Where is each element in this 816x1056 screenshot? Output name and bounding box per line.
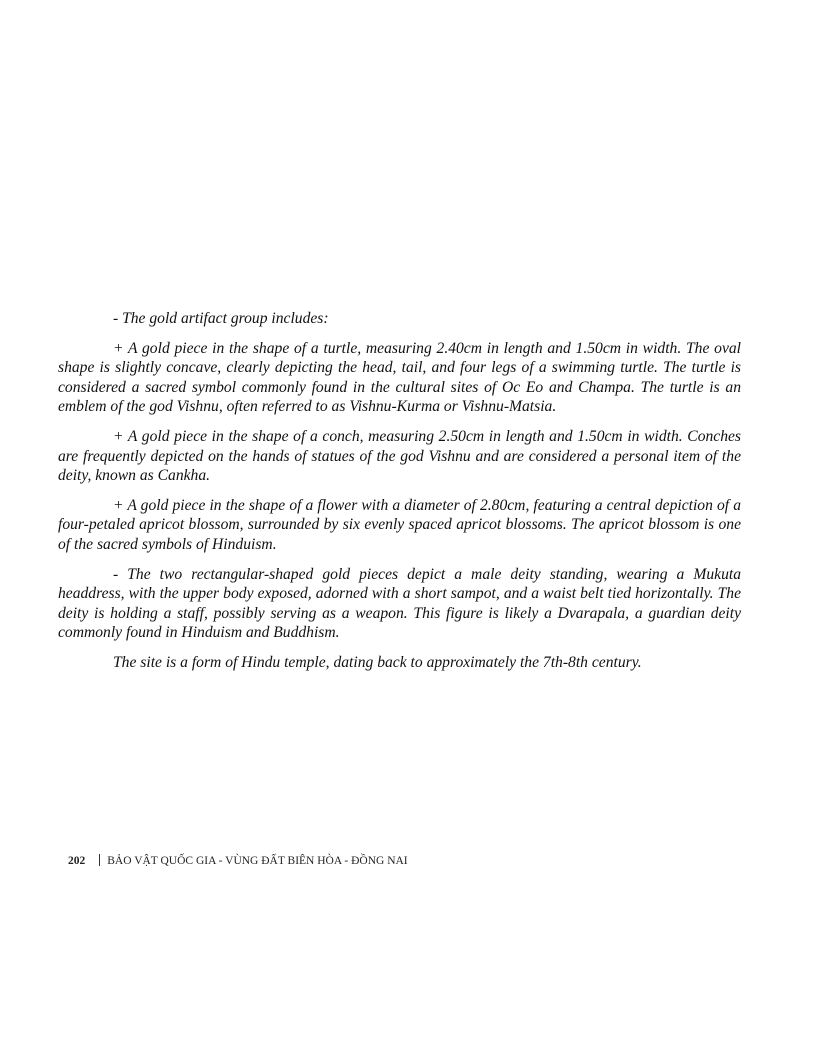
paragraph-conch-piece: + A gold piece in the shape of a conch, measuring 2.50cm in length and 1.50cm in width. Conches are frequently depicted on the hands of statues of the god Vishnu and are considered a personal item of the deity, known as Cankha. [58,427,741,485]
footer-divider [99,854,100,866]
paragraph-rectangular-pieces: - The two rectangular-shaped gold pieces depict a male deity standing, wearing a Mukuta headdress, with the upper body exposed, adorned with a short sampot, and a waist belt tied horizontally. The deity is holding a staff, possibly serving as a weapon. This figure is likely a Dvarapala, a guardian deity commonly found in Hinduism and Buddhism. [58,565,741,642]
page-body [58,309,741,683]
paragraph-flower-piece: + A gold piece in the shape of a flower with a diameter of 2.80cm, featuring a central depiction of a four-petaled apricot blossom, surrounded by six evenly spaced apricot blossoms. The apricot blossom is one of the sacred symbols of Hinduism. [58,496,741,553]
page-footer [68,854,408,867]
paragraph-site-dating: The site is a form of Hindu temple, dating back to approximately the 7th-8th century. [113,653,642,671]
paragraph-gold-artifact-intro: - The gold artifact group includes: [113,310,329,327]
running-title: BẢO VẬT QUỐC GIA - VÙNG ĐẤT BIÊN HÒA - ĐỒNG NAI [107,855,408,867]
paragraph-turtle-piece: + A gold piece in the shape of a turtle, measuring 2.40cm in length and 1.50cm in width. The oval shape is slightly concave, clearly depicting the head, tail, and four legs of a swimming turtle. The turtle is considered a sacred symbol commonly found in the cultural sites of Oc Eo and Champa. The turtle is an emblem of the god Vishnu, often referred to as Vishnu-Kurma or Vishnu-Matsia. [58,339,741,416]
page-number: 202 [68,855,86,867]
